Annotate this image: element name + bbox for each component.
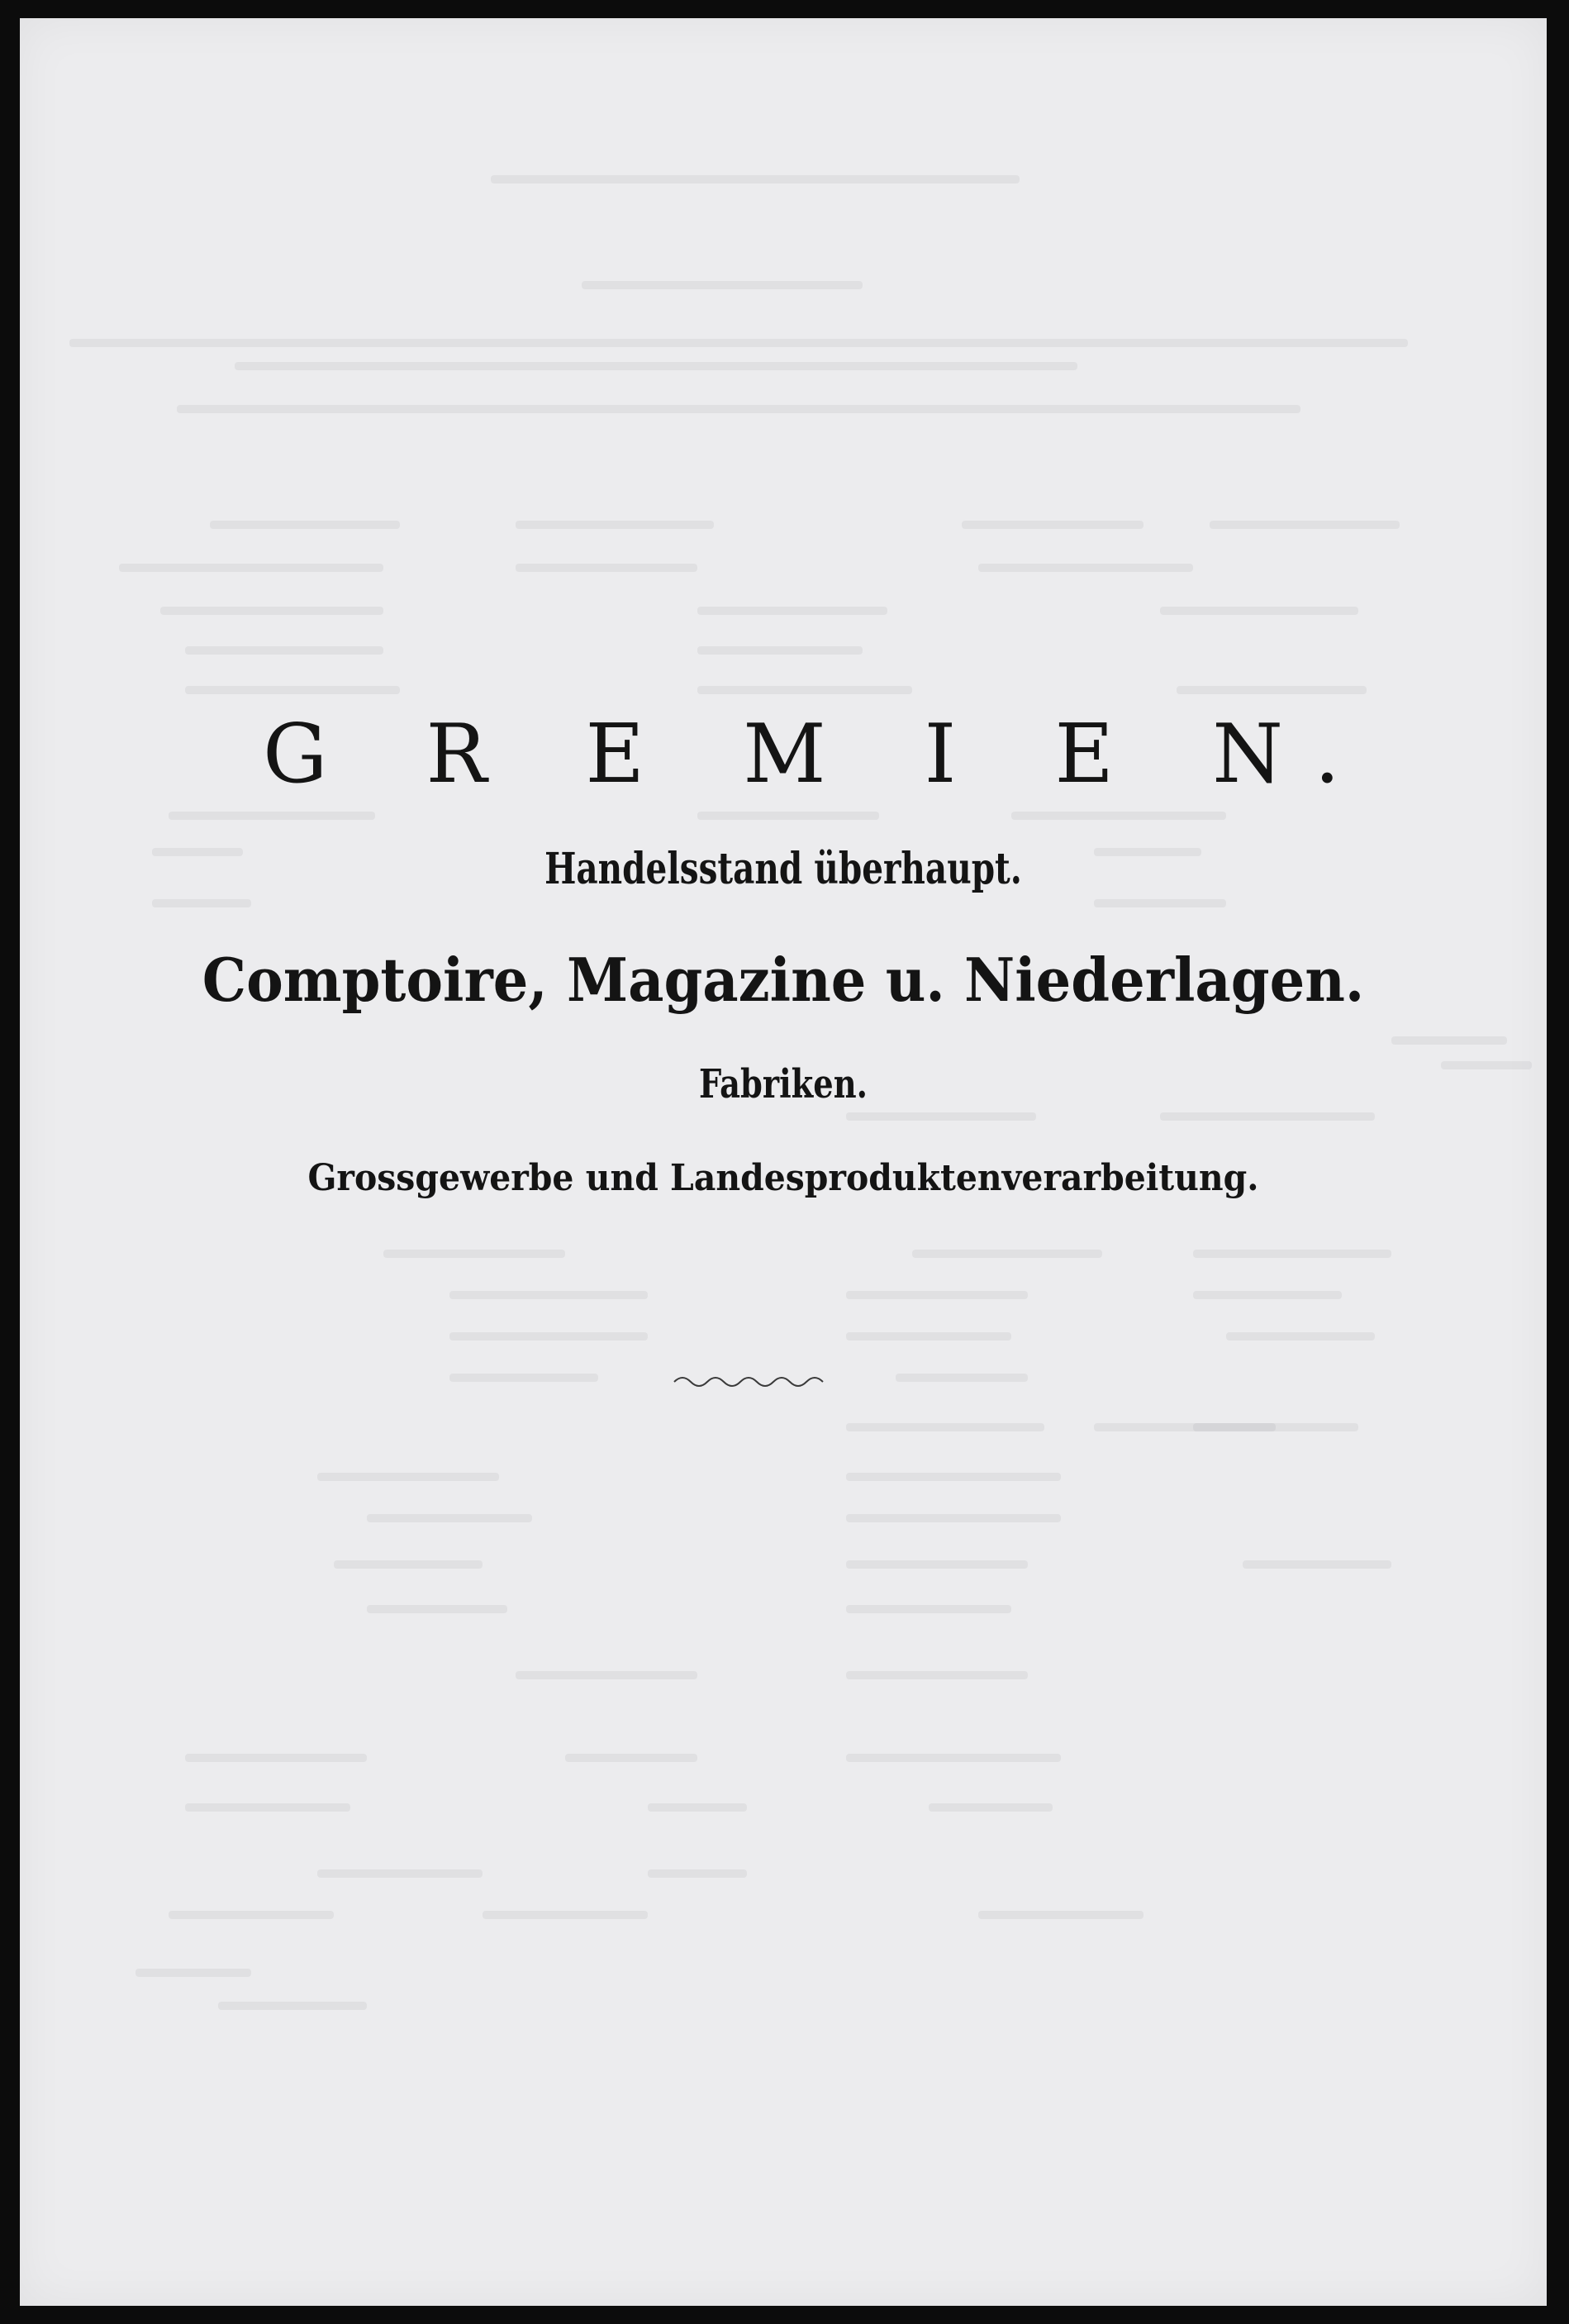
document-page bbox=[20, 18, 1547, 2306]
ornament-divider bbox=[673, 1372, 830, 1388]
main-heading: Comptoire, Magazine u. Niederlagen. bbox=[202, 945, 1365, 1015]
scan-edge bbox=[1547, 0, 1569, 2324]
section-heading: Fabriken. bbox=[698, 1061, 868, 1107]
subtitle: Handelsstand überhaupt. bbox=[544, 844, 1022, 894]
subsection-heading: Grossgewerbe und Landesproduktenverarbeitung. bbox=[307, 1157, 1259, 1199]
page-title: G R E M I E N. bbox=[263, 707, 1376, 802]
